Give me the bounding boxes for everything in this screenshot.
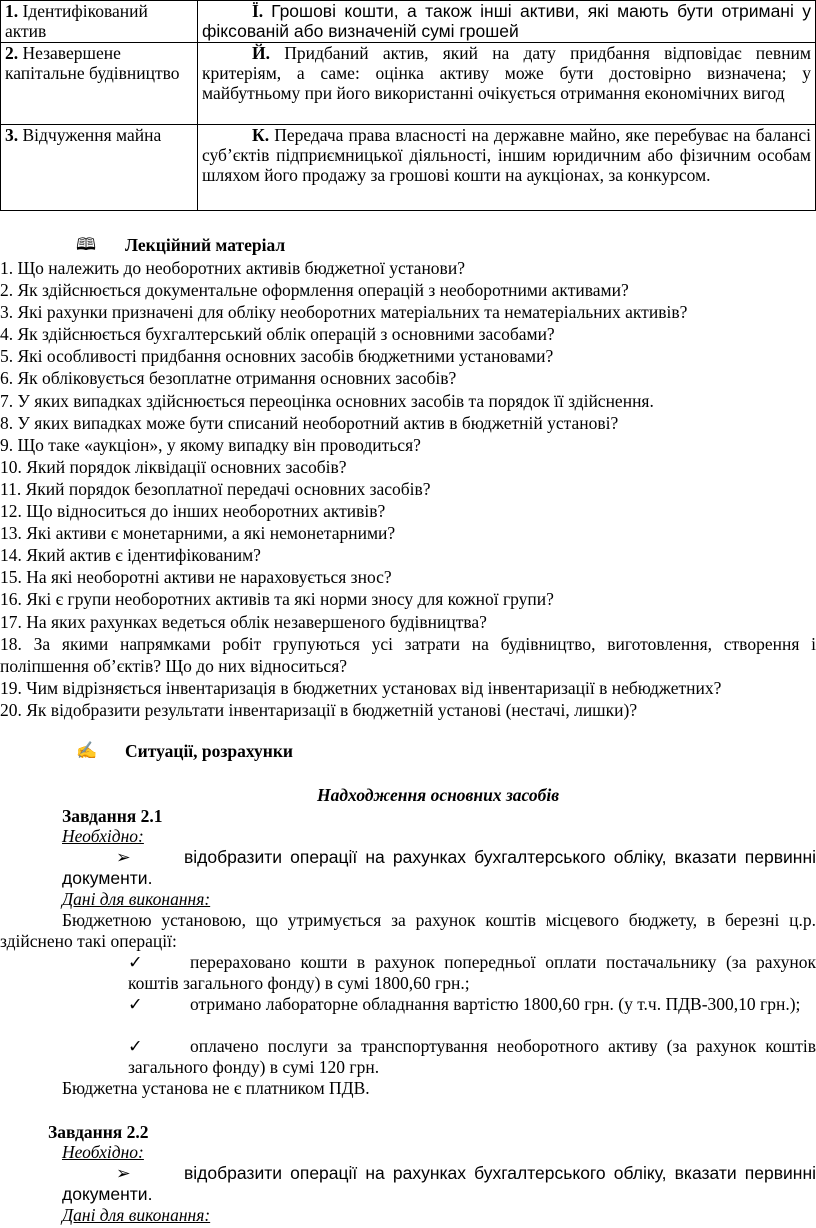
operation-item: ✓ оплачено послуги за транспортування необоротного активу (за рахунок коштів загального фонду) в сумі 120 грн. (128, 1036, 816, 1077)
list-item: 8. У яких випадках може бути списаний необоротний актив в бюджетній установі? (0, 412, 619, 433)
list-item: 18. За якими напрямками робіт групуються усі затрати на будівництво, виготовлення, створення і поліпшення об’єктів? Що до них відноситься? (0, 633, 816, 676)
required-text: ➢ відобразити операції на рахунках бухгалтерського обліку, вказати первинні документи. (62, 847, 816, 888)
list-item: 20. Як відобразити результати інвентаризації в бюджетній установі (нестачі, лишки)? (0, 699, 638, 720)
list-item: 5. Які особливості придбання основних засобів бюджетними установами? (0, 346, 554, 367)
list-item: 9. Що таке «аукціон», у якому випадку він проводиться? (0, 434, 421, 455)
list-item: 16. Які є групи необоротних активів та які норми зносу для кожної групи? (0, 589, 554, 610)
term-cell: 2. Незавершене капітальне будівництво (1, 43, 198, 125)
required-text: ➢ відобразити операції на рахунках бухгалтерського обліку, вказати первинні документи. (62, 1163, 816, 1204)
arrow-bullet-icon: ➢ (116, 847, 131, 867)
check-icon: ✓ (128, 1036, 143, 1056)
check-icon: ✓ (128, 952, 143, 972)
list-item: 7. У яких випадках здійснюється переоцінка основних засобів та порядок її здійснення. (0, 390, 654, 411)
situations-title: Ситуації, розрахунки (125, 741, 293, 761)
list-item: 12. Що відноситься до інших необоротних активів? (0, 501, 386, 522)
list-item: 4. Як здійснюється бухгалтерський облік операцій з основними засобами? (0, 324, 555, 345)
task-title: Завдання 2.1 (62, 806, 163, 826)
data-label: Дані для виконання: (62, 889, 211, 909)
operation-item: ✓ отримано лабораторне обладнання вартістю 1800,60 грн. (у т.ч. ПДВ-300,10 грн.); (128, 994, 801, 1014)
table-row (1, 43, 816, 125)
required-label: Необхідно: (62, 826, 144, 846)
list-item: 15. На які необоротні активи не нараховується знос? (0, 567, 392, 588)
definition-cell: Ї. Грошові кошти, а також інші активи, які мають бути отримані у фіксованій або визначеній сумі грошей (198, 1, 816, 43)
questions-list (0, 257, 816, 721)
data-label: Дані для виконання: (62, 1205, 211, 1225)
operation-item: ✓ перераховано кошти в рахунок попередньої оплати постачальнику (за рахунок коштів загального фонду) в сумі 1800,60 грн.; (128, 952, 816, 993)
list-item: 10. Який порядок ліквідації основних засобів? (0, 456, 347, 477)
list-item: 3. Які рахунки призначені для обліку необоротних матеріальних та нематеріальних активів? (0, 302, 688, 323)
lecture-title: Лекційний матеріал (125, 235, 286, 255)
list-item: 19. Чим відрізняється інвентаризація в бюджетних установах від інвентаризації в небюджетних? (0, 677, 722, 698)
section-subtitle: Надходження основних засобів (316, 785, 560, 805)
list-item: 13. Які активи є монетарними, а які немонетарними? (0, 523, 396, 544)
list-item: 17. На яких рахунках ведеться облік незавершеного будівництва? (0, 611, 487, 632)
definition-cell: К. Передача права власності на державне майно, яке перебуває на балансі суб’єктів підприємницької діяльності, іншим юридичним або фізичним особам шляхом його продажу за грошові кошти на аукціонах, за конкурсом. (198, 125, 816, 211)
term-cell: 3. Відчуження майна (1, 125, 198, 211)
task-title: Завдання 2.2 (48, 1122, 149, 1142)
list-item: 14. Який актив є ідентифікованим? (0, 545, 261, 566)
writing-hand-icon: ✍ (76, 741, 98, 760)
list-item: 1. Що належить до необоротних активів бюджетної установи? (0, 258, 465, 278)
table-row (1, 1, 816, 43)
check-icon: ✓ (128, 994, 143, 1014)
arrow-bullet-icon: ➢ (116, 1163, 131, 1183)
required-label: Необхідно: (62, 1142, 144, 1162)
task-intro: Бюджетною установою, що утримується за рахунок коштів місцевого бюджету, в березні ц.р. здійснено такі операції: (0, 910, 816, 951)
book-icon: 🕮 (76, 235, 97, 254)
definitions-table (0, 0, 816, 211)
table-row (1, 125, 816, 211)
list-item: 2. Як здійснюється документальне оформлення операцій з необоротними активами? (0, 280, 629, 301)
list-item: 6. Як обліковується безоплатне отримання основних засобів? (0, 368, 457, 389)
definition-cell: Й. Придбаний актив, який на дату придбання відповідає певним критеріям, а саме: оцінка активу може бути достовірно визначена; у майбутньому при його використанні очікується отримання економічних вигод (198, 43, 816, 125)
term-cell: 1. Ідентифікований актив (1, 1, 198, 43)
task-note: Бюджетна установа не є платником ПДВ. (62, 1078, 370, 1098)
list-item: 11. Який порядок безоплатної передачі основних засобів? (0, 478, 431, 499)
